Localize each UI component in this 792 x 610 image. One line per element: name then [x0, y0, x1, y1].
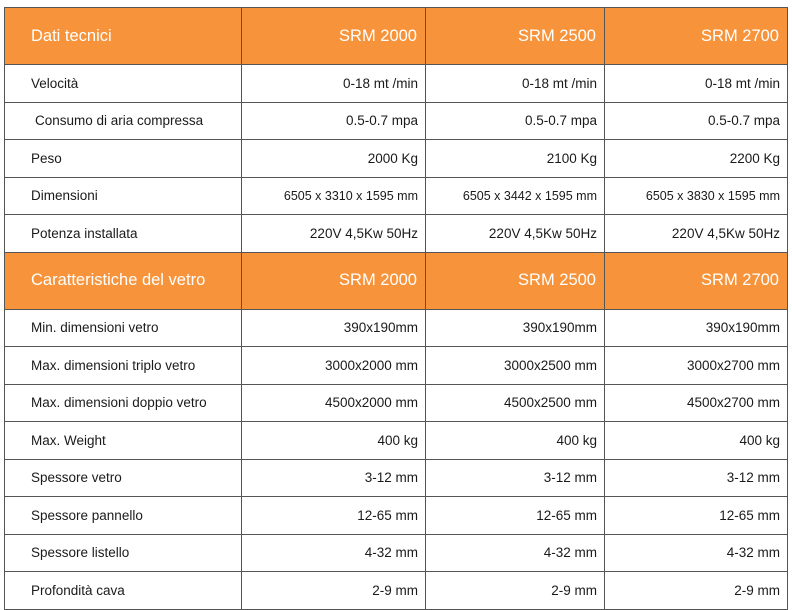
table-row: [5, 65, 788, 103]
table-row: [5, 534, 788, 572]
table-row: [5, 572, 788, 610]
row-label: Velocità: [5, 65, 242, 103]
cell-value: 0.5-0.7 mpa: [605, 102, 788, 140]
cell-value: 220V 4,5Kw 50Hz: [605, 215, 788, 253]
row-label: Dimensioni: [5, 177, 242, 215]
cell-value: 12-65 mm: [605, 497, 788, 535]
cell-value: 6505 x 3830 x 1595 mm: [605, 177, 788, 215]
section-heading: Caratteristiche del vetro: [5, 252, 242, 309]
cell-value: 390x190mm: [605, 309, 788, 347]
cell-value: 2-9 mm: [242, 572, 426, 610]
row-label: Spessore listello: [5, 534, 242, 572]
row-label: Consumo di aria compressa: [5, 102, 242, 140]
cell-value: 2000 Kg: [242, 140, 426, 178]
cell-value: 0.5-0.7 mpa: [426, 102, 605, 140]
cell-value: 3000x2000 mm: [242, 347, 426, 385]
cell-value: 4500x2000 mm: [242, 384, 426, 422]
model-header: SRM 2500: [426, 8, 605, 65]
cell-value: 2-9 mm: [605, 572, 788, 610]
cell-value: 390x190mm: [426, 309, 605, 347]
spec-table: [4, 7, 788, 610]
cell-value: 4500x2500 mm: [426, 384, 605, 422]
cell-value: 2200 Kg: [605, 140, 788, 178]
cell-value: 3-12 mm: [242, 459, 426, 497]
tech-header-row: [5, 8, 788, 65]
model-header: SRM 2700: [605, 252, 788, 309]
model-header: SRM 2000: [242, 8, 426, 65]
model-header: SRM 2700: [605, 8, 788, 65]
cell-value: 0-18 mt /min: [242, 65, 426, 103]
table-row: [5, 177, 788, 215]
cell-value: 4-32 mm: [242, 534, 426, 572]
row-label: Max. dimensioni triplo vetro: [5, 347, 242, 385]
cell-value: 12-65 mm: [242, 497, 426, 535]
cell-value: 12-65 mm: [426, 497, 605, 535]
cell-value: 2-9 mm: [426, 572, 605, 610]
cell-value: 4-32 mm: [605, 534, 788, 572]
cell-value: 220V 4,5Kw 50Hz: [242, 215, 426, 253]
table-row: [5, 215, 788, 253]
cell-value: 3000x2500 mm: [426, 347, 605, 385]
cell-value: 0-18 mt /min: [605, 65, 788, 103]
row-label: Min. dimensioni vetro: [5, 309, 242, 347]
cell-value: 400 kg: [426, 422, 605, 460]
cell-value: 6505 x 3442 x 1595 mm: [426, 177, 605, 215]
row-label: Max. Weight: [5, 422, 242, 460]
model-header: SRM 2500: [426, 252, 605, 309]
table-row: [5, 140, 788, 178]
table-row: [5, 384, 788, 422]
table-row: [5, 497, 788, 535]
row-label: Spessore vetro: [5, 459, 242, 497]
table-row: [5, 422, 788, 460]
cell-value: 400 kg: [605, 422, 788, 460]
row-label: Spessore pannello: [5, 497, 242, 535]
table-row: [5, 459, 788, 497]
row-label: Profondità cava: [5, 572, 242, 610]
cell-value: 3-12 mm: [426, 459, 605, 497]
section-heading: Dati tecnici: [5, 8, 242, 65]
cell-value: 3000x2700 mm: [605, 347, 788, 385]
glass-header-row: [5, 252, 788, 309]
row-label: Max. dimensioni doppio vetro: [5, 384, 242, 422]
row-label: Peso: [5, 140, 242, 178]
model-header: SRM 2000: [242, 252, 426, 309]
cell-value: 220V 4,5Kw 50Hz: [426, 215, 605, 253]
table-row: [5, 309, 788, 347]
cell-value: 4-32 mm: [426, 534, 605, 572]
cell-value: 390x190mm: [242, 309, 426, 347]
cell-value: 0-18 mt /min: [426, 65, 605, 103]
cell-value: 4500x2700 mm: [605, 384, 788, 422]
table-row: [5, 347, 788, 385]
cell-value: 0.5-0.7 mpa: [242, 102, 426, 140]
row-label: Potenza installata: [5, 215, 242, 253]
cell-value: 2100 Kg: [426, 140, 605, 178]
cell-value: 400 kg: [242, 422, 426, 460]
table-row: [5, 102, 788, 140]
cell-value: 6505 x 3310 x 1595 mm: [242, 177, 426, 215]
cell-value: 3-12 mm: [605, 459, 788, 497]
